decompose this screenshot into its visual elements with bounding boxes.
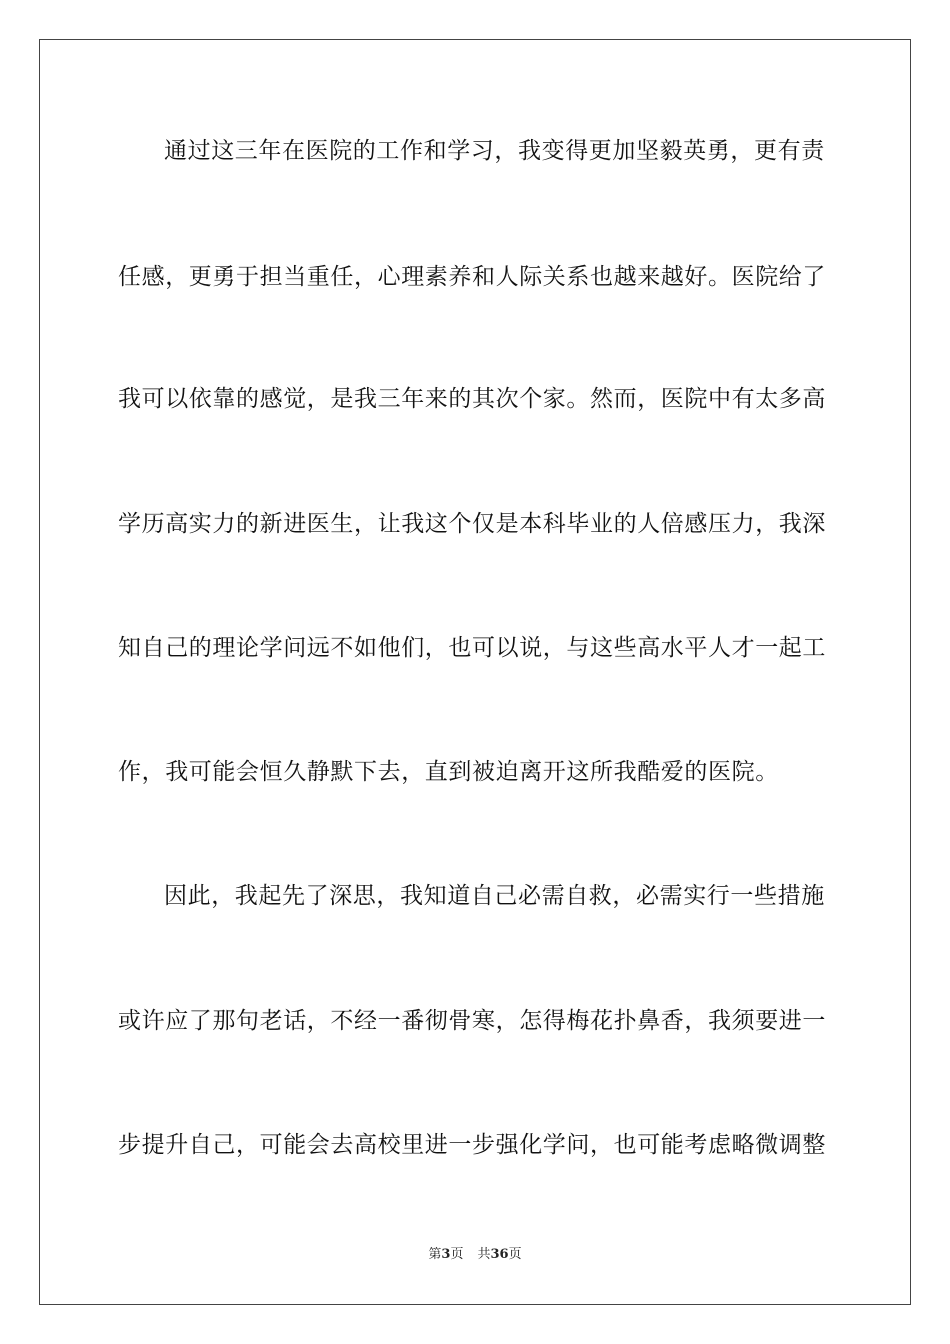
paragraph-1-line-5: 知自己的理论学问远不如他们，也可以说，与这些高水平人才一起工 — [118, 635, 826, 661]
paragraph-1-line-6: 作，我可能会恒久静默下去，直到被迫离开这所我酷爱的医院。 — [118, 759, 779, 785]
paragraph-2-line-2: 或许应了那句老话，不经一番彻骨寒，怎得梅花扑鼻香，我须要进一 — [118, 1008, 826, 1034]
paragraph-2-line-3: 步提升自己，可能会去高校里进一步强化学问，也可能考虑略微调整 — [118, 1132, 826, 1158]
page-border — [39, 39, 911, 1305]
page-footer — [0, 1246, 950, 1264]
paragraph-2-line-1: 因此，我起先了深思，我知道自己必需自救，必需实行一些措施 — [164, 883, 825, 909]
paragraph-1-line-2: 任感，更勇于担当重任，心理素养和人际关系也越来越好。医院给了 — [118, 264, 826, 290]
paragraph-1-line-1: 通过这三年在医院的工作和学习，我变得更加坚毅英勇，更有责 — [164, 138, 825, 164]
footer-total-prefix: 共 — [477, 1247, 491, 1262]
footer-page-prefix: 第 — [428, 1247, 442, 1262]
paragraph-1-line-3: 我可以依靠的感觉，是我三年来的其次个家。然而，医院中有太多高 — [118, 386, 826, 412]
footer-page-number: 3 — [441, 1247, 451, 1262]
footer-page-suffix: 页 — [450, 1247, 464, 1262]
footer-total-pages: 36 — [490, 1247, 509, 1262]
footer-total-suffix: 页 — [508, 1247, 522, 1262]
paragraph-1-line-4: 学历高实力的新进医生，让我这个仅是本科毕业的人倍感压力，我深 — [118, 511, 826, 537]
